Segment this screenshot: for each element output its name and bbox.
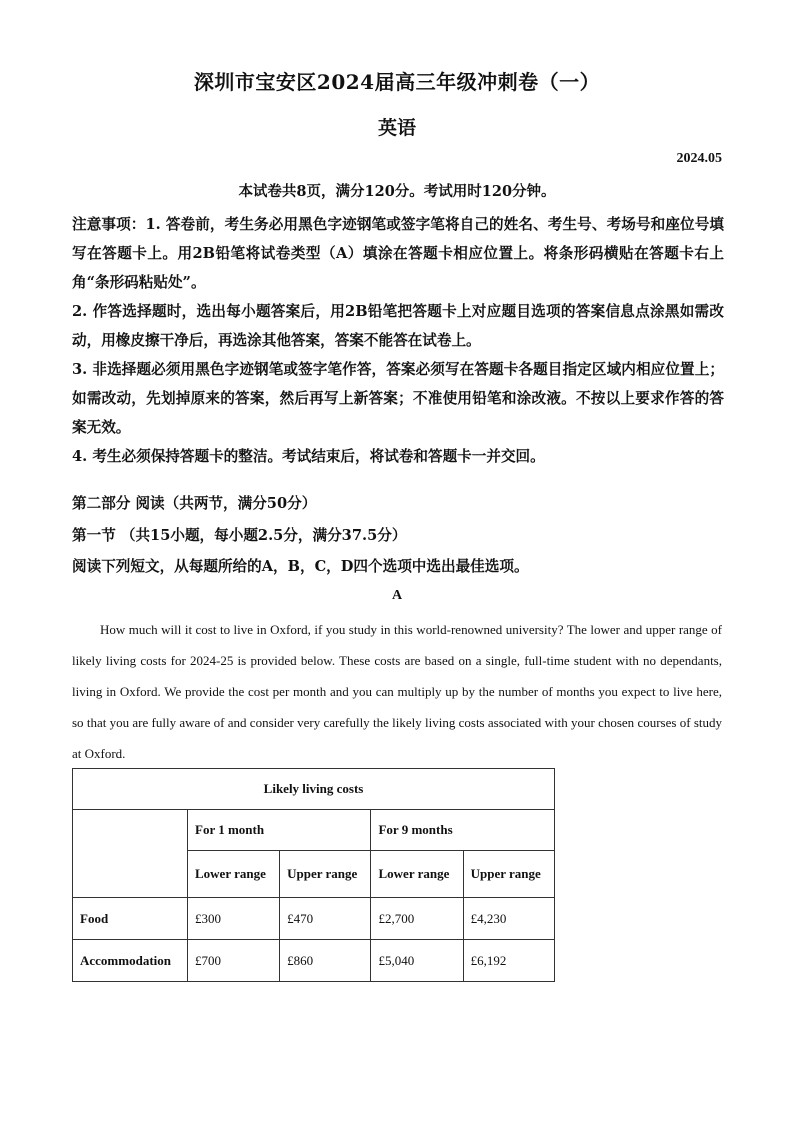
row-label: Food xyxy=(73,898,188,940)
table-cell: £6,192 xyxy=(463,940,554,982)
row-label: Accommodation xyxy=(73,940,188,982)
table-row xyxy=(73,898,555,940)
table-cell: £470 xyxy=(280,898,371,940)
table-cell: £860 xyxy=(280,940,371,982)
sub-header: Upper range xyxy=(463,851,554,898)
exam-notes xyxy=(72,210,724,471)
empty-corner-cell xyxy=(73,810,188,898)
note-item: 注意事项：1. 答卷前，考生务必用黑色字迹钢笔或签字笔将自己的姓名、考生号、考场号和座位号填写在答题卡上。用2B铅笔将试卷类型（A）填涂在答题卡相应位置上。将条形码横贴在答题卡右上角“条形码粘贴处”。 xyxy=(72,216,724,291)
note-item: 4. 考生必须保持答题卡的整洁。考试结束后，将试卷和答题卡一并交回。 xyxy=(72,448,545,465)
table-cell: £300 xyxy=(188,898,280,940)
exam-date: 2024.05 xyxy=(676,151,722,166)
table-cell: £5,040 xyxy=(371,940,463,982)
note-item: 3. 非选择题必须用黑色字迹钢笔或签字笔作答，答案必须写在答题卡各题目指定区域内相应位置上；如需改动，先划掉原来的答案，然后再写上新答案；不准使用铅笔和涂改液。不按以上要求作答的答案无效。 xyxy=(72,361,724,436)
note-item: 2. 作答选择题时，选出每小题答案后，用2B铅笔把答题卡上对应题目选项的答案信息点涂黑如需改动，用橡皮擦干净后，再选涂其他答案，答案不能答在试卷上。 xyxy=(72,303,724,349)
sub-header: Lower range xyxy=(188,851,280,898)
passage-text: How much will it cost to live in Oxford, if you study in this world-renowned university? The lower and upper range of likely living costs for 2024-25 is provided below. These costs are based on a single, full-time student with no dependants, living in Oxford. We provide the cost per month and you can multiply up by the number of months you expect to live here, so that you are fully aware of and consider very carefully the likely living costs associated with your chosen courses of study at Oxford. xyxy=(72,622,722,761)
exam-info: 本试卷共8页，满分120分。考试用时120分钟。 xyxy=(238,183,556,200)
sub-header: Upper range xyxy=(280,851,371,898)
table-cell: £700 xyxy=(188,940,280,982)
subject-title: 英语 xyxy=(377,117,416,139)
section-instruction: 阅读下列短文，从每题所给的A，B，C，D四个选项中选出最佳选项。 xyxy=(72,558,529,575)
table-caption: Likely living costs xyxy=(73,769,555,810)
living-costs-table xyxy=(72,768,555,982)
table-row xyxy=(73,940,555,982)
part-heading: 第二部分 阅读（共两节，满分50分） xyxy=(72,495,317,512)
sub-header: Lower range xyxy=(371,851,463,898)
section-heading: 第一节 （共15小题，每小题2.5分，满分37.5分） xyxy=(72,527,407,544)
group-header-9-months: For 9 months xyxy=(371,810,555,851)
group-header-1-month: For 1 month xyxy=(188,810,371,851)
table-cell: £4,230 xyxy=(463,898,554,940)
exam-title: 深圳市宝安区2024届高三年级冲刺卷（一） xyxy=(193,70,601,94)
passage-label: A xyxy=(391,588,403,603)
table-cell: £2,700 xyxy=(371,898,463,940)
